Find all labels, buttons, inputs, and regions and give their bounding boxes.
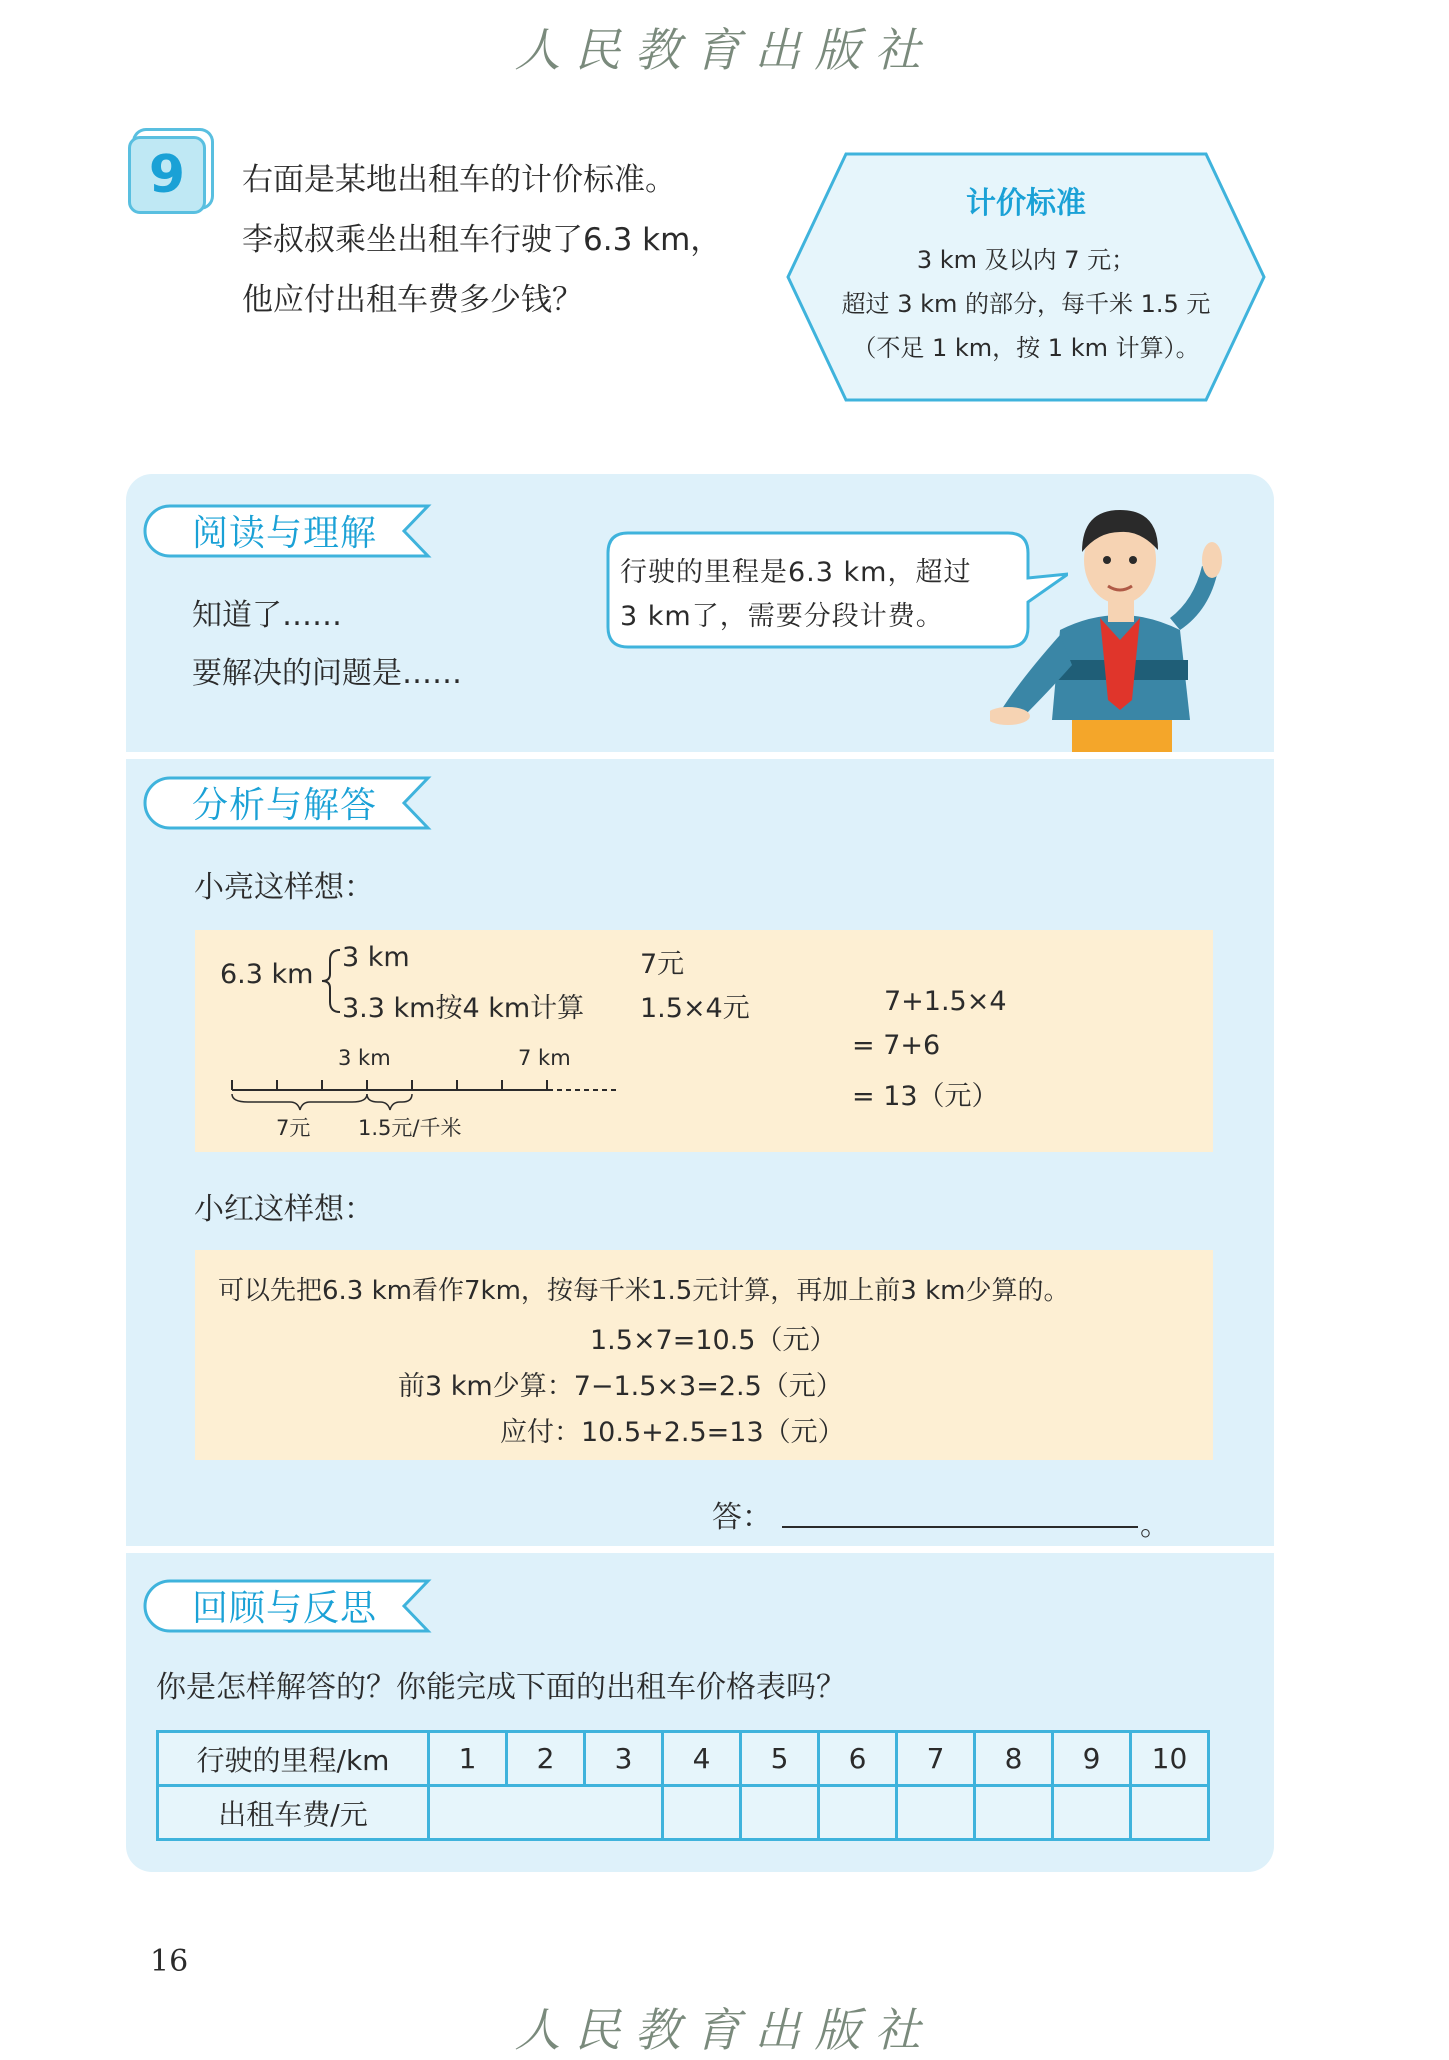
nl-label-7km: 7 km (518, 1046, 571, 1070)
distance-cell-8: 8 (975, 1732, 1053, 1786)
read-section-tag (142, 503, 432, 559)
hd-line-3: 前3 km少算：7−1.5×3=2.5（元） (398, 1371, 843, 1402)
table-header-fare: 出租车费/元 (158, 1786, 429, 1840)
fare-cell-6[interactable] (819, 1786, 897, 1840)
distance-cell-5: 5 (741, 1732, 819, 1786)
bubble-line-1: 行驶的里程是6.3 km，超过 (620, 557, 972, 588)
analyze-section-title: 分析与解答 (192, 785, 378, 826)
table-row-distance (158, 1732, 1209, 1786)
pricing-line-1: 3 km 及以内 7 元； (916, 246, 1136, 274)
section-divider-2 (126, 1546, 1274, 1553)
answer-blank[interactable] (782, 1526, 1138, 1528)
nl-label-rate: 1.5元/千米 (358, 1116, 462, 1140)
distance-cell-6: 6 (819, 1732, 897, 1786)
distance-cell-9: 9 (1053, 1732, 1131, 1786)
pricing-card (786, 152, 1266, 402)
ld-eq2: = 7+6 (852, 1030, 941, 1061)
distance-cell-3: 3 (585, 1732, 663, 1786)
fare-cell-4[interactable] (663, 1786, 741, 1840)
number-line (228, 1076, 628, 1112)
ld-eq1: 7+1.5×4 (884, 986, 1007, 1017)
fare-cell-7[interactable] (897, 1786, 975, 1840)
distance-cell-10: 10 (1131, 1732, 1209, 1786)
fare-cell-5[interactable] (741, 1786, 819, 1840)
fare-cell-1-3[interactable] (429, 1786, 663, 1840)
ld-cost1: 7元 (640, 949, 685, 980)
read-question: 要解决的问题是…… (192, 656, 462, 691)
table-row-fare (158, 1786, 1209, 1840)
fare-cell-9[interactable] (1053, 1786, 1131, 1840)
pricing-line-3: （不足 1 km，按 1 km 计算）。 (852, 334, 1200, 362)
answer-end: 。 (1140, 1508, 1170, 1543)
distance-cell-7: 7 (897, 1732, 975, 1786)
brace-symbol (320, 946, 342, 1016)
review-section-title: 回顾与反思 (192, 1588, 378, 1629)
xiaoliang-intro: 小亮这样想： (194, 870, 374, 905)
boy-illustration (990, 490, 1240, 752)
ld-part2: 3.3 km按4 km计算 (342, 993, 585, 1024)
bubble-line-2: 3 km了，需要分段计费。 (620, 601, 944, 632)
publisher-footer: 人民教育出版社 (514, 2003, 935, 2057)
hd-line-4: 应付：10.5+2.5=13（元） (500, 1417, 845, 1448)
ld-eq3: = 13（元） (852, 1081, 999, 1112)
problem-number-badge: 9 (128, 136, 206, 214)
review-question: 你是怎样解答的？你能完成下面的出租车价格表吗？ (156, 1670, 846, 1705)
xiaohong-intro: 小红这样想： (194, 1192, 374, 1227)
review-section-tag (142, 1578, 432, 1634)
problem-line-2: 李叔叔乘坐出租车行驶了6.3 km， (242, 222, 722, 258)
price-table (156, 1730, 1210, 1841)
ld-total: 6.3 km (220, 959, 314, 990)
nl-label-7yuan: 7元 (276, 1116, 311, 1140)
distance-cell-4: 4 (663, 1732, 741, 1786)
nl-label-3km: 3 km (338, 1046, 391, 1070)
read-known: 知道了…… (192, 598, 342, 633)
ld-part1: 3 km (342, 942, 410, 973)
page-number: 16 (150, 1944, 189, 1979)
pricing-line-2: 超过 3 km 的部分，每千米 1.5 元 (841, 290, 1211, 318)
section-divider-1 (126, 752, 1274, 759)
fare-cell-8[interactable] (975, 1786, 1053, 1840)
problem-line-1: 右面是某地出租车的计价标准。 (242, 162, 676, 198)
answer-label: 答： (712, 1500, 772, 1535)
analyze-section-tag (142, 775, 432, 831)
hd-line-2: 1.5×7=10.5（元） (590, 1325, 837, 1356)
table-header-distance: 行驶的里程/km (158, 1732, 429, 1786)
problem-line-3: 他应付出租车费多少钱？ (242, 282, 583, 318)
hd-line-1: 可以先把6.3 km看作7km，按每千米1.5元计算，再加上前3 km少算的。 (218, 1276, 1070, 1306)
distance-cell-2: 2 (507, 1732, 585, 1786)
distance-cell-1: 1 (429, 1732, 507, 1786)
ld-cost2: 1.5×4元 (640, 993, 750, 1024)
publisher-header: 人民教育出版社 (514, 23, 935, 77)
pricing-title: 计价标准 (966, 186, 1086, 221)
read-section-title: 阅读与理解 (192, 513, 378, 554)
fare-cell-10[interactable] (1131, 1786, 1209, 1840)
